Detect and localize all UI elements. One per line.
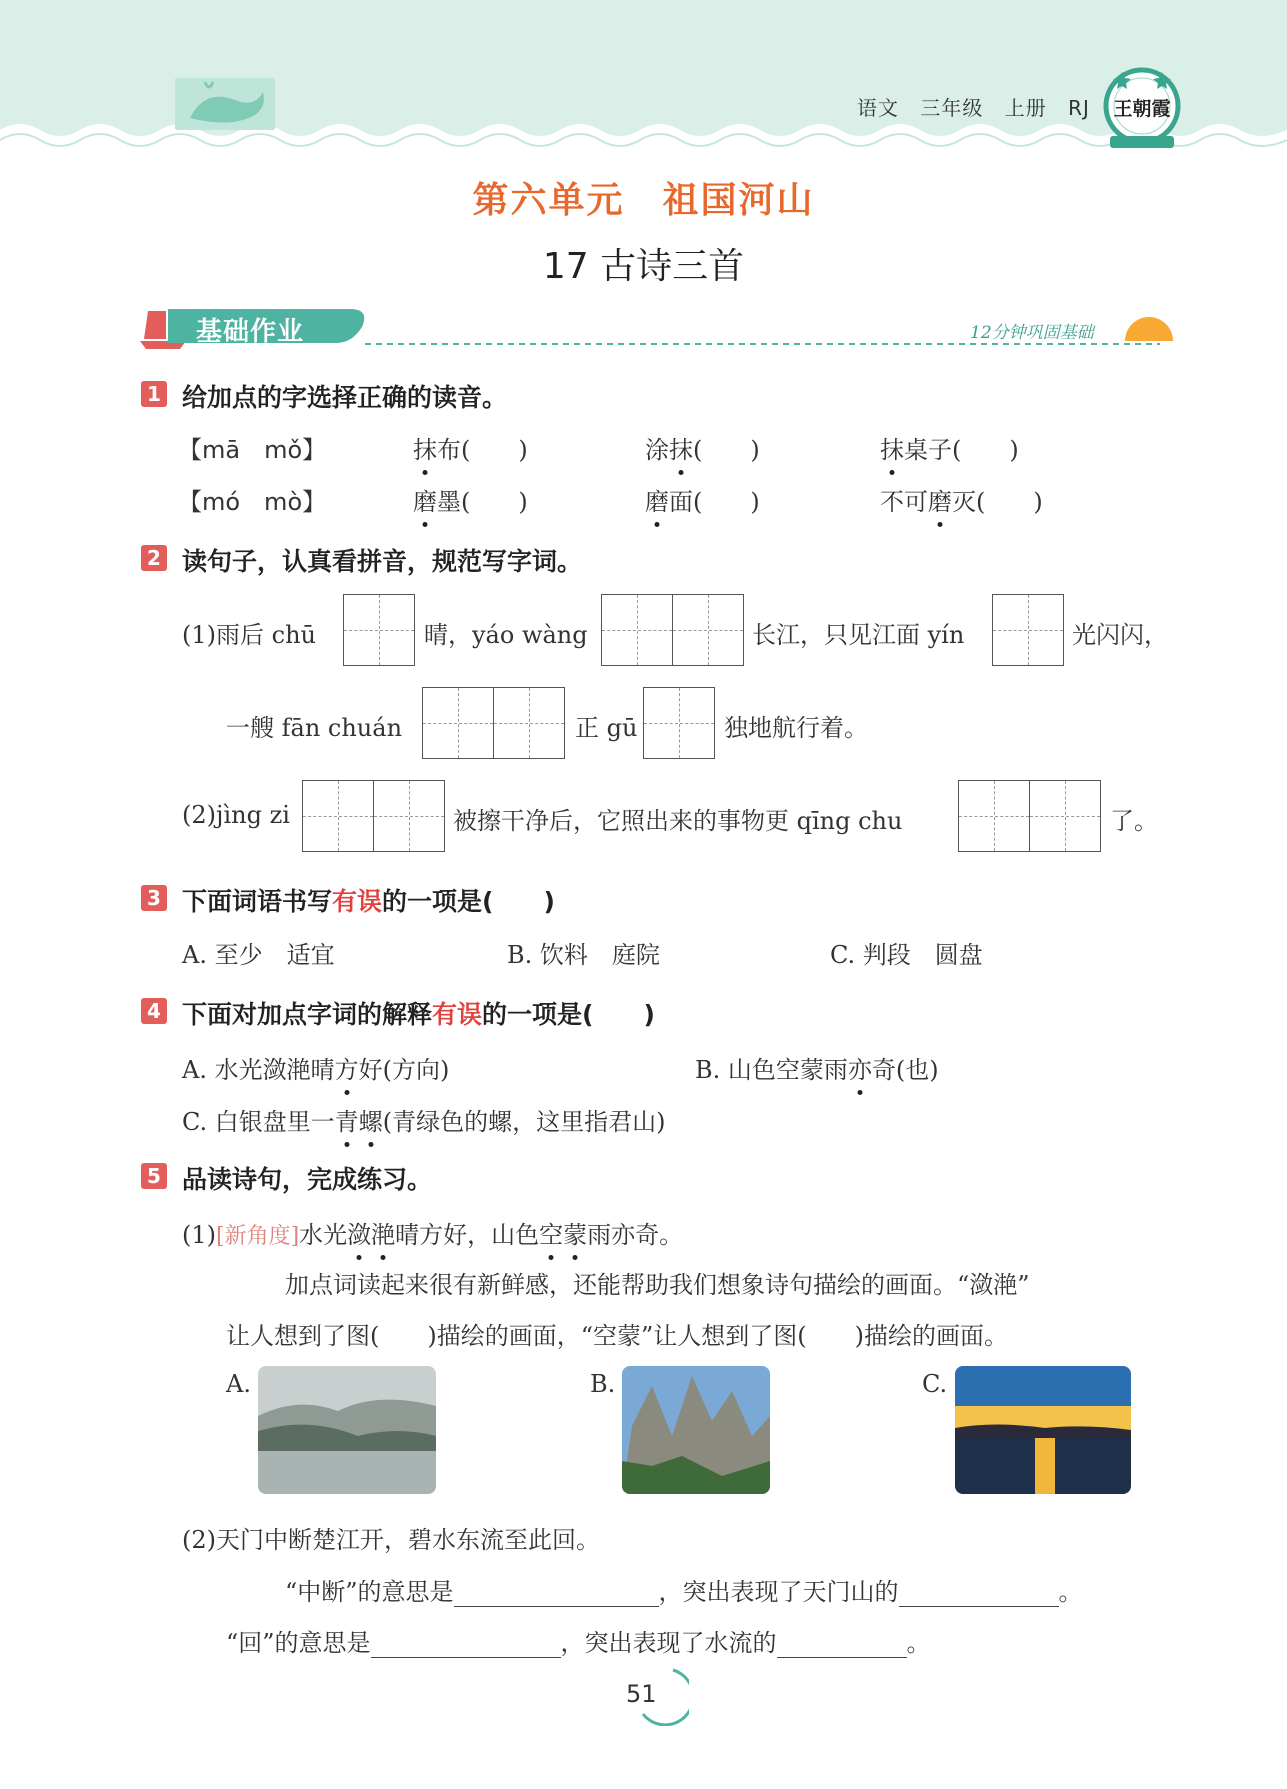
poem-line: (1)[新角度]水光潋滟晴方好，山色空蒙雨亦奇。 (182, 1215, 683, 1250)
writing-grid[interactable] (958, 780, 1101, 852)
answer-blank[interactable] (899, 1583, 1059, 1607)
question-number: 3 (141, 885, 167, 911)
image-label-c: C. (922, 1370, 948, 1398)
question-text: 让人想到了图( )描绘的画面，“空蒙”让人想到了图( )描绘的画面。 (226, 1322, 1008, 1350)
reading-item: 抹布( ) (413, 430, 528, 465)
writing-grid[interactable] (992, 594, 1064, 666)
volume-label: 上册 (1004, 96, 1047, 120)
question-number: 1 (141, 381, 167, 407)
sentence-text: 正 gū (575, 714, 638, 742)
reading-item: 抹桌子( ) (880, 430, 1019, 465)
question-title: 品读诗句，完成练习。 (182, 1165, 433, 1194)
option-a: A. 水光潋滟晴方好(方向) (182, 1050, 449, 1085)
question-title: 下面对加点字词的解释有误的一项是( ) (182, 1000, 655, 1029)
reading-item: 不可磨灭( ) (880, 482, 1043, 517)
sentence-text: 长江，只见江面 yín (752, 621, 965, 649)
section-time: 12分钟巩固基础 (970, 323, 1094, 343)
sentence-text: 了。 (1110, 807, 1158, 835)
sentence-text: 独地航行着。 (724, 714, 868, 742)
section-label: 基础作业 (196, 317, 305, 347)
reading-item: 磨面( ) (645, 482, 760, 517)
pinyin-options: 【mā mǒ】 (178, 436, 327, 464)
pinyin-options: 【mó mò】 (178, 488, 327, 516)
question-title: 读句子，认真看拼音，规范写字词。 (182, 547, 583, 576)
reading-item: 涂抹( ) (645, 430, 760, 465)
question-title: 下面词语书写有误的一项是( ) (182, 887, 555, 916)
sentence-text: 被擦干净后，它照出来的事物更 qīng chu (453, 807, 903, 835)
reading-item: 磨墨( ) (413, 482, 528, 517)
whale-icon (175, 78, 275, 130)
image-label-a: A. (226, 1370, 251, 1398)
subject-label: 语文 (857, 96, 899, 120)
answer-blank[interactable] (371, 1634, 561, 1658)
question-title: 给加点的字选择正确的读音。 (182, 383, 508, 412)
sentence-text: (2)jìng zi (182, 801, 290, 829)
page-number: 51 (626, 1680, 657, 1708)
writing-grid[interactable] (302, 780, 445, 852)
sentence-text: 光闪闪， (1072, 621, 1168, 649)
option-a: A. 至少 适宜 (182, 941, 335, 969)
option-c: C. 白银盘里一青螺(青绿色的螺，这里指君山) (182, 1102, 666, 1137)
option-b: B. 饮料 庭院 (507, 941, 660, 969)
answer-blank[interactable] (454, 1583, 659, 1607)
misty-lake-image (258, 1366, 436, 1494)
poem-line: (2)天门中断楚江开，碧水东流至此回。 (182, 1526, 600, 1554)
sentence-text: (1)雨后 chū (182, 621, 316, 649)
writing-grid[interactable] (343, 594, 415, 666)
header-meta (857, 92, 1090, 121)
mountain-image (622, 1366, 770, 1494)
writing-grid[interactable] (422, 687, 565, 759)
question-number: 5 (141, 1163, 167, 1189)
writing-grid[interactable] (643, 687, 715, 759)
option-c: C. 判段 圆盘 (830, 941, 983, 969)
brand-logo (1100, 62, 1184, 150)
fill-in-line: “回”的意思是 ，突出表现了水流的 。 (226, 1629, 931, 1657)
question-number: 4 (141, 998, 167, 1024)
unit-title: 第六单元 祖国河山 (472, 180, 815, 221)
image-label-b: B. (590, 1370, 616, 1398)
fill-in-line: “中断”的意思是 ，突出表现了天门山的 。 (285, 1578, 1083, 1606)
writing-grid[interactable] (601, 594, 744, 666)
grade-label: 三年级 (920, 96, 984, 120)
sentence-text: 一艘 fān chuán (226, 714, 403, 742)
question-text: 加点词读起来很有新鲜感，还能帮助我们想象诗句描绘的画面。“潋滟” (285, 1271, 1030, 1299)
sunset-lake-image (955, 1366, 1131, 1494)
sentence-text: 晴，yáo wàng (424, 621, 588, 649)
lesson-title: 17 古诗三首 (542, 246, 745, 287)
answer-blank[interactable] (777, 1634, 907, 1658)
option-b: B. 山色空蒙雨亦奇(也) (695, 1050, 939, 1085)
edition-label: RJ (1068, 96, 1090, 120)
brand-text: 王朝霞 (1113, 98, 1171, 120)
question-number: 2 (141, 545, 167, 571)
